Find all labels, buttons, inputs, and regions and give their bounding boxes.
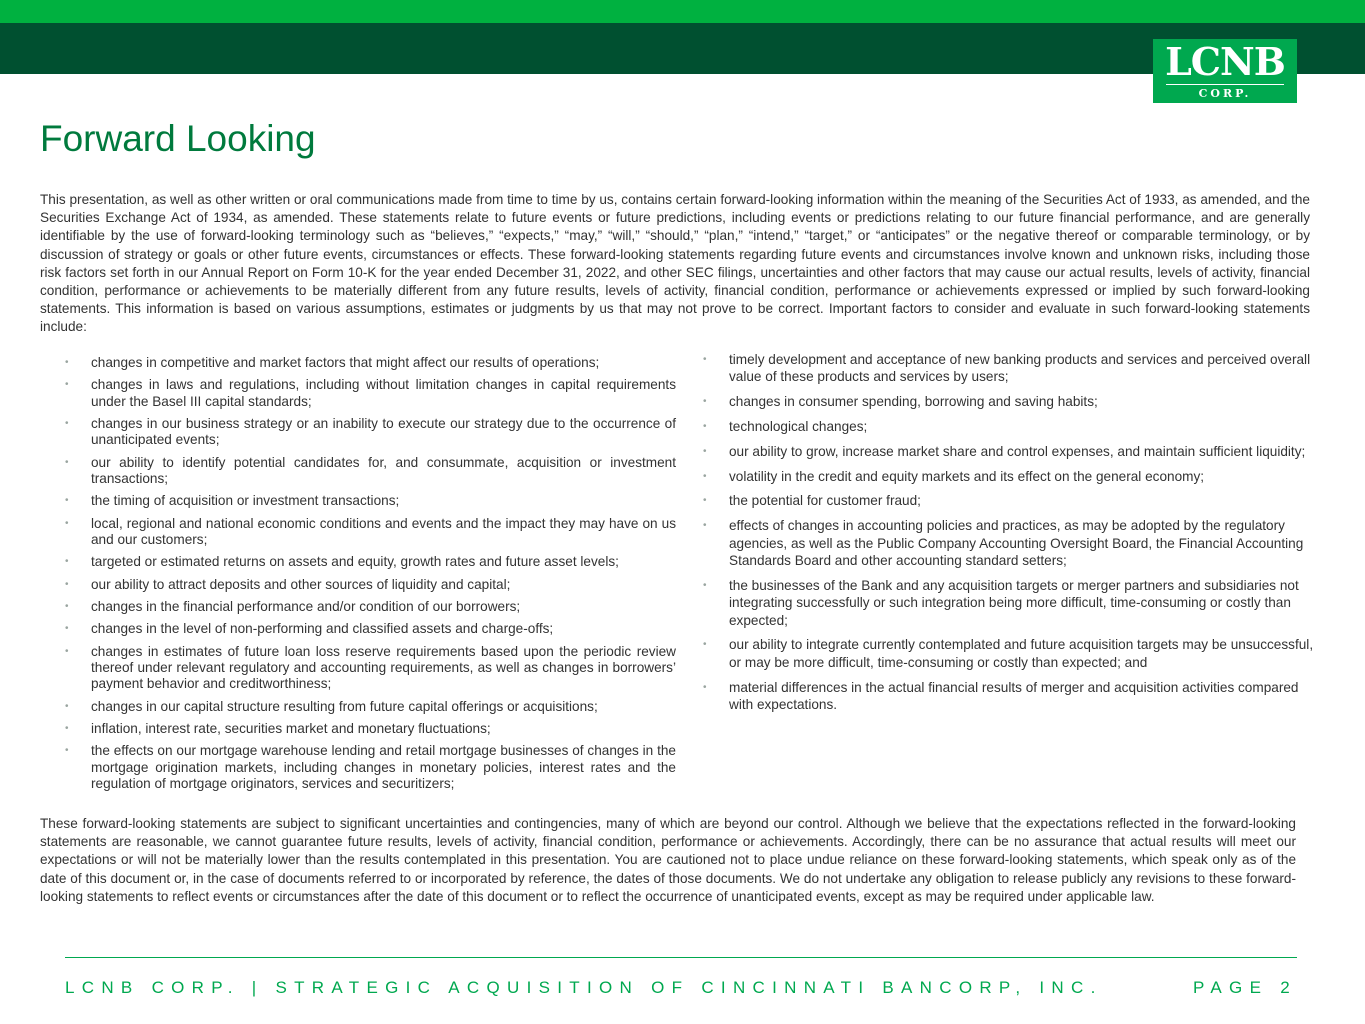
lcnb-logo — [1153, 39, 1297, 103]
list-item — [703, 577, 1325, 629]
bullet-icon: • — [703, 495, 707, 507]
list-item — [703, 443, 1325, 460]
list-item-text: inflation, interest rate, securities market and monetary fluctuations; — [91, 721, 491, 736]
list-item-text: changes in our business strategy or an inability to execute our strategy due to the occurrence of unanticipated events; — [91, 416, 676, 448]
bullet-icon: • — [65, 379, 69, 391]
list-item — [65, 554, 676, 570]
list-item-text: our ability to identify potential candidates for, and consummate, acquisition or investment transactions; — [91, 454, 676, 487]
list-item — [65, 599, 676, 615]
list-item-text: local, regional and national economic conditions and events and the impact they may have on us and our customers; — [91, 515, 676, 548]
bullet-icon: • — [703, 354, 707, 365]
list-item — [65, 416, 676, 449]
list-item-text: changes in consumer spending, borrowing and saving habits; — [729, 394, 1098, 410]
bullet-icon: • — [65, 645, 69, 657]
bullet-icon: • — [703, 421, 707, 432]
list-item — [703, 468, 1325, 485]
list-item — [65, 644, 676, 693]
list-item — [703, 636, 1325, 671]
bullet-icon: • — [65, 745, 69, 757]
list-item — [65, 721, 676, 737]
bullet-icon: • — [65, 723, 69, 734]
list-item-text: the effects on our mortgage warehouse lending and retail mortgage businesses of changes in the mortgage origination markets, including changes in monetary policies, interest rates and the regulation of mortgage originators, services and securitizers; — [91, 743, 676, 792]
bullet-icon: • — [703, 396, 707, 408]
list-item-text: changes in competitive and market factors that might affect our results of operations; — [91, 355, 600, 370]
list-item-text: changes in estimates of future loan loss reserve requirements based upon the periodic review thereof under relevant regulatory and accounting requirements, as well as changes in borrowers’ payment behavior and creditworthiness; — [91, 643, 676, 692]
logo-divider — [1166, 84, 1284, 85]
list-item-text: our ability to grow, increase market share and control expenses, and maintain sufficient liquidity; — [729, 443, 1306, 459]
bullet-icon: • — [65, 357, 69, 368]
list-item-text: our ability to integrate currently contemplated and future acquisition targets may be unsuccessful, or may be more difficult, time-consuming or costly than expected; and — [729, 637, 1314, 670]
list-item — [65, 577, 676, 593]
list-item — [65, 743, 676, 792]
page-title: Forward Looking — [40, 118, 316, 159]
list-item-text: changes in the financial performance and/or condition of our borrowers; — [91, 599, 521, 614]
list-item — [65, 377, 676, 410]
list-item-text: effects of changes in accounting policies and practices, as may be adopted by the regulatory agencies, as well as the Public Company Accounting Oversight Board, the Financial Accounting Standards Board and other accounting standard setters; — [729, 518, 1304, 568]
list-item — [703, 418, 1325, 435]
list-item — [65, 355, 676, 371]
bullet-icon: • — [703, 639, 707, 651]
list-item-text: volatility in the credit and equity markets and its effect on the general economy; — [729, 468, 1205, 484]
bullet-icon: • — [65, 623, 69, 635]
factor-list-left — [65, 355, 676, 798]
bullet-icon: • — [65, 517, 69, 529]
list-item-text: targeted or estimated returns on assets and equity, growth rates and future asset levels; — [91, 554, 619, 570]
logo-sub-text: CORP. — [1198, 87, 1252, 100]
list-item — [65, 516, 676, 549]
list-item — [65, 621, 676, 637]
list-item-text: the potential for customer fraud; — [729, 493, 921, 509]
bullet-icon: • — [703, 520, 707, 532]
list-item-text: the timing of acquisition or investment transactions; — [91, 493, 400, 509]
list-item — [703, 351, 1325, 386]
list-item — [703, 517, 1325, 569]
list-item-text: material differences in the actual financial results of merger and acquisition activities compared with expectations. — [729, 679, 1299, 713]
list-item-text: the businesses of the Bank and any acquisition targets or merger partners and subsidiaries not integrating successfully or such integration being more difficult, time-consuming or costly than expected; — [729, 577, 1299, 628]
factor-list-right — [703, 351, 1325, 721]
page-number: PAGE 2 — [1193, 978, 1297, 997]
list-item-text: technological changes; — [729, 419, 868, 434]
intro-paragraph: This presentation, as well as other written or oral communications made from time to time by us, contains certain forward-looking information within the meaning of the Securities Act of 1933, as amended, and the Securities Exchange Act of 1934, as amended. These statements relate to future events or future predictions, including events or predictions relating to our future financial performance, and are generally identifiable by the use of forward-looking terminology such as “believes,” “expects,” “may,” “will,” “should,” “plan,” “intend,” “target,” or “anticipates” or the negative thereof or comparable terminology, or by discussion of strategy or goals or other future events, circumstances or effects. These forward-looking statements regarding future events and circumstances involve known and unknown risks, including those risk factors set forth in our Annual Report on Form 10-K for the year ended December 31, 2022, and other SEC filings, uncertainties and other factors that may cause our actual results, levels of activity, financial condition, performance or achievements to be materially different from any future results, levels of activity, financial condition, performance or achievements expressed or implied by such forward-looking statements. This information is based on various assumptions, estimates or judgments by us that may not prove to be correct. Important factors to consider and evaluate in such forward-looking statements include: — [40, 192, 1310, 335]
list-item — [703, 492, 1325, 509]
list-item — [65, 699, 676, 715]
header-band-light — [0, 0, 1365, 23]
bullet-icon: • — [65, 495, 69, 507]
bullet-icon: • — [65, 556, 69, 568]
list-item-text: changes in our capital structure resulting from future capital offerings or acquisitions; — [91, 698, 598, 714]
bullet-icon: • — [703, 470, 707, 482]
bullet-icon: • — [65, 601, 69, 612]
footer-title: LCNB CORP. | STRATEGIC ACQUISITION OF CINCINNATI BANCORP, INC. — [65, 978, 1103, 997]
bullet-icon: • — [703, 579, 707, 591]
bullet-icon: • — [65, 700, 69, 712]
bullet-icon: • — [65, 418, 69, 429]
list-item-text: changes in laws and regulations, including without limitation changes in capital requirements under the Basel III capital standards; — [91, 377, 676, 409]
list-item — [703, 393, 1325, 410]
list-item-text: our ability to attract deposits and other sources of liquidity and capital; — [91, 576, 511, 592]
list-item — [703, 679, 1325, 714]
list-item — [65, 455, 676, 488]
list-item-text: timely development and acceptance of new banking products and services and perceived overall value of these products and services by users; — [729, 352, 1311, 385]
bullet-icon: • — [703, 681, 707, 693]
list-item-text: changes in the level of non-performing and classified assets and charge-offs; — [91, 621, 554, 637]
bullet-icon: • — [703, 445, 707, 457]
closing-paragraph: These forward-looking statements are subject to significant uncertainties and contingencies, many of which are beyond our control. Although we believe that the expectations reflected in the forward-looking statements are reasonable, we cannot guarantee future results, levels of activity, financial condition, performance or achievements. Accordingly, there can be no assurance that actual results will meet our expectations or will not be materially lower than the results contemplated in this presentation. You are cautioned not to place undue reliance on these forward-looking statements, which speak only as of the date of this document or, in the case of documents referred to or incorporated by reference, the dates of those documents. We do not undertake any obligation to release publicly any revisions to these forward-looking statements to reflect events or circumstances after the date of this document or to reflect the occurrence of unanticipated events, except as may be required under applicable law. — [40, 816, 1296, 904]
logo-main-text: LCNB — [1165, 39, 1285, 84]
bullet-icon: • — [65, 578, 69, 590]
footer-divider — [65, 957, 1297, 958]
bullet-icon: • — [65, 456, 69, 468]
list-item — [65, 493, 676, 509]
